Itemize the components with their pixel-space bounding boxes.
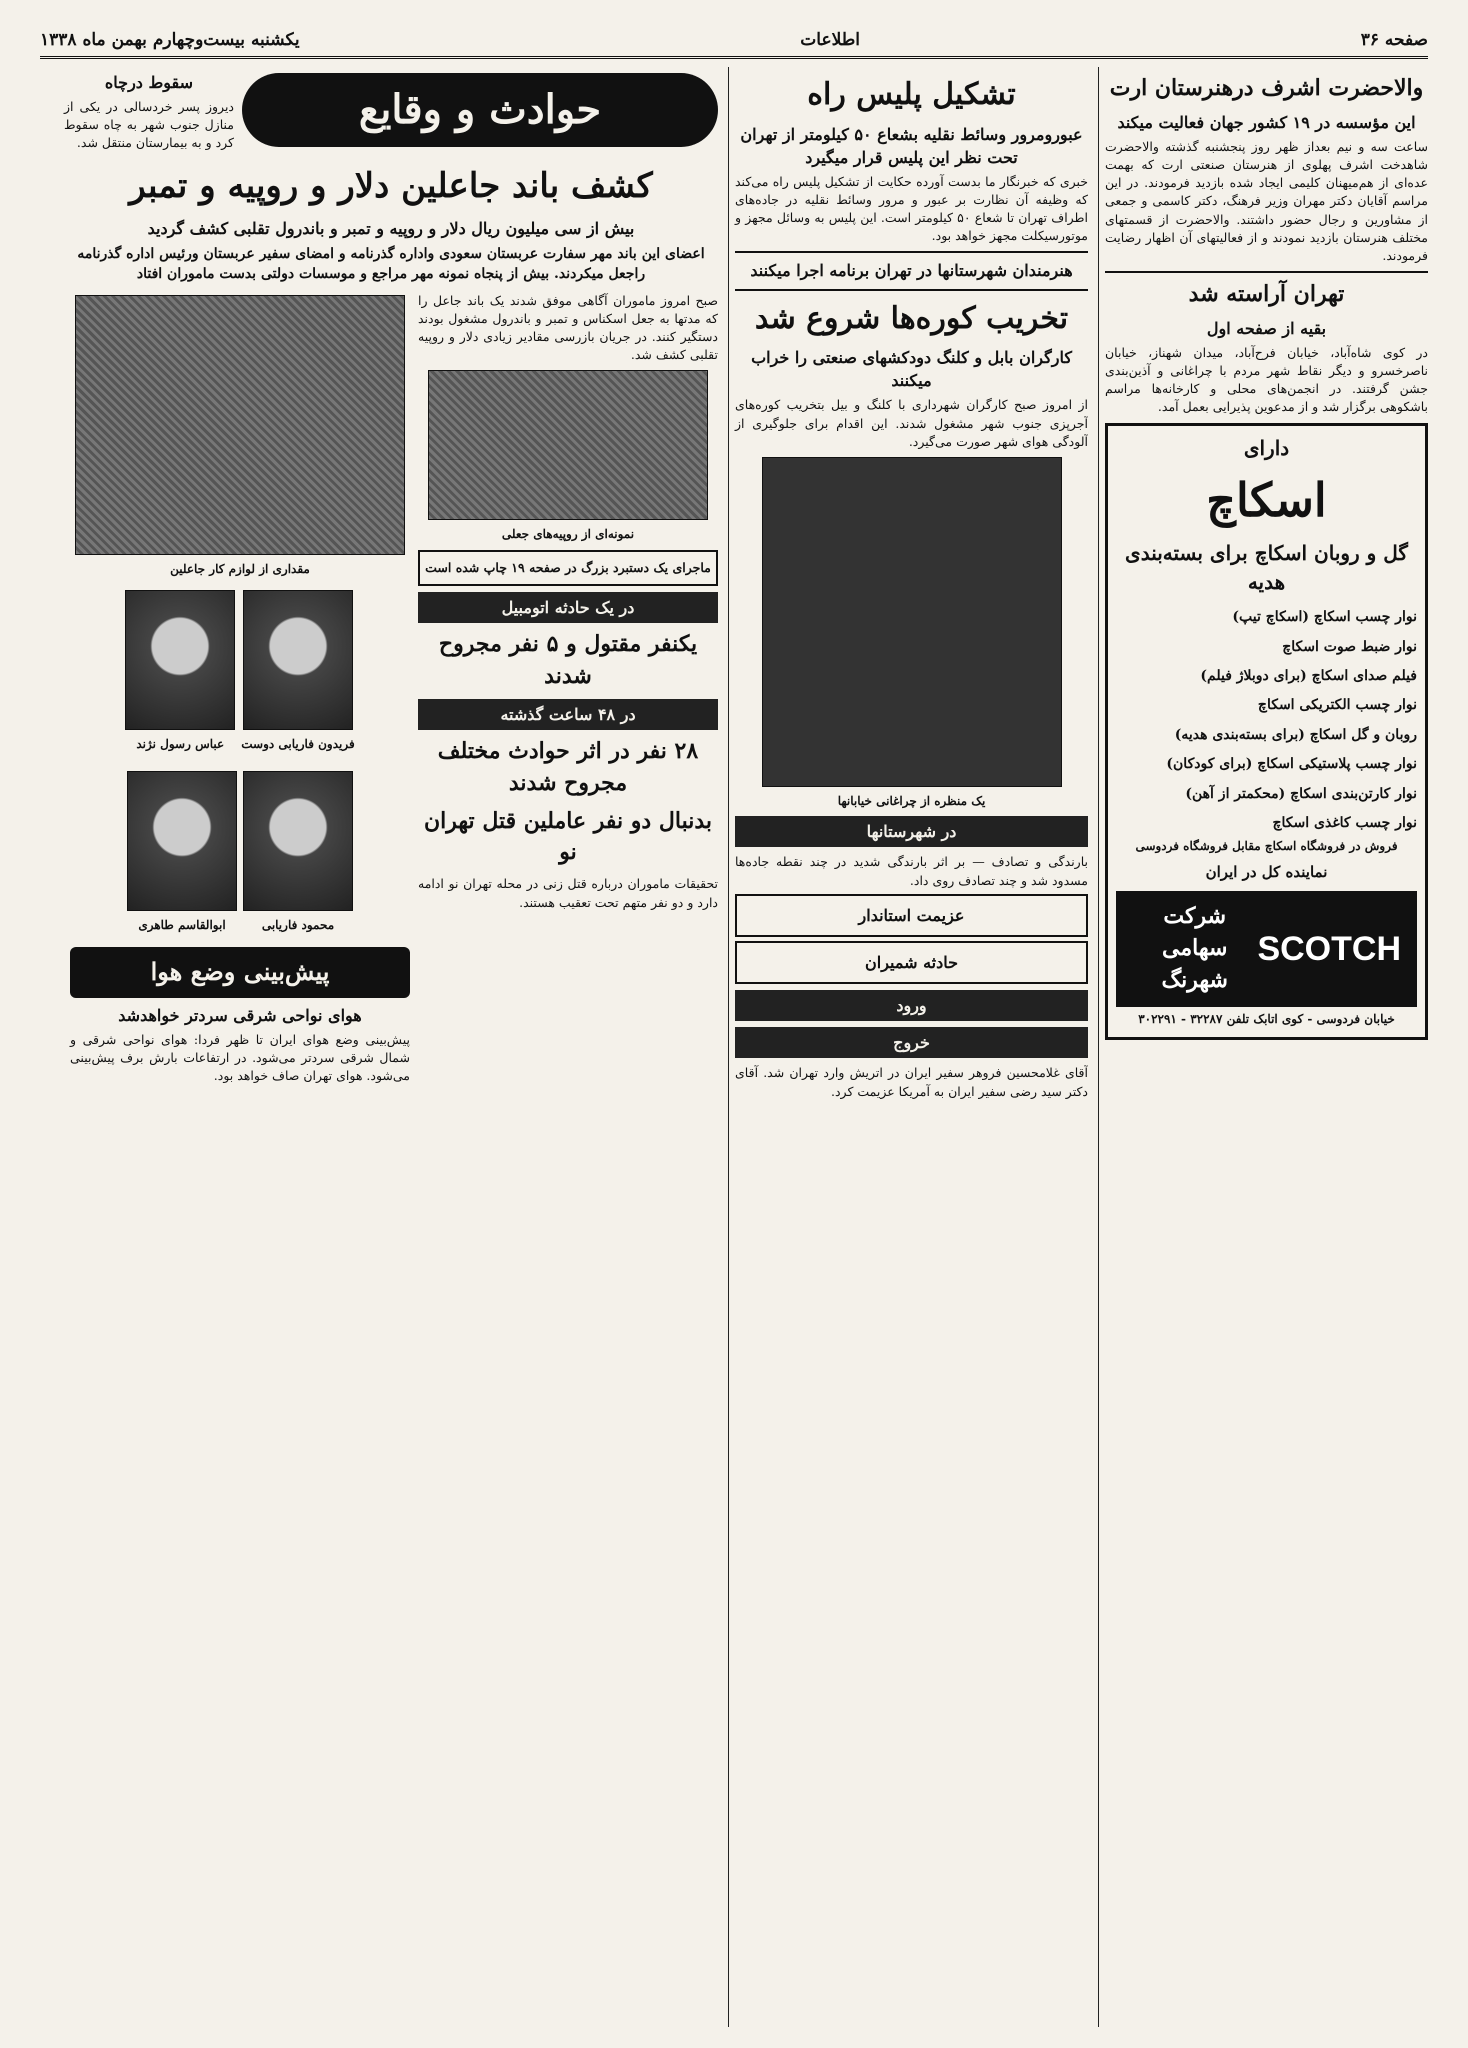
photo-caption: یک منظره از چراغانی خیابانها — [837, 793, 986, 808]
article-title: تخریب کوره‌ها شروع شد — [754, 300, 1069, 336]
section-label: در ۴۸ ساعت گذشته — [418, 699, 718, 730]
sub-headline: بیش از سی میلیون ریال دلار و روپیه و تمبر و باندرول تقلبی کشف گردید — [147, 218, 635, 238]
weather-banner: پیش‌بینی وضع هوا — [70, 947, 410, 998]
portrait — [241, 584, 354, 759]
article-title: تشکیل پلیس راه — [807, 77, 1016, 112]
portrait-caption: ابوالقاسم طاهری — [138, 918, 226, 933]
portrait-caption: محمود فاریابی — [261, 918, 335, 933]
street-lights-photo — [762, 457, 1062, 787]
ad-brand: اسکاچ — [1206, 472, 1327, 527]
news-brief-box — [735, 894, 1088, 937]
events-banner: حوادث و وقایع — [242, 73, 718, 147]
article-title: والاحضرت اشرف درهنرستان ارت — [1109, 75, 1424, 101]
column-left — [58, 67, 718, 2027]
portrait — [243, 765, 353, 940]
article-body: از امروز صبح کارگران شهرداری با کلنگ و بیل بتخریب کوره‌های آجرپزی جنوب شهر مشغول شدند. این اقدام برای جلوگیری از آلودگی هوای شهر صورت می‌گیرد. — [735, 397, 1088, 449]
arrivals-label: ورود — [735, 990, 1088, 1021]
article-subtitle: این مؤسسه در ۱۹ کشور جهان فعالیت میکند — [1117, 112, 1416, 132]
headline: کشف باند جاعلین دلار و روپیه و تمبر — [129, 165, 653, 206]
top-row — [64, 67, 718, 156]
weather-title: هوای نواحی شرقی سردتر خواهدشد — [118, 1005, 362, 1025]
page-number: صفحه ۳۶ — [1360, 30, 1428, 50]
article-body: تحقیقات ماموران درباره قتل زنی در محله تهران نو ادامه دارد و دو نفر متهم تحت تعقیب هستند. — [418, 876, 718, 910]
section-label: در یک حادثه اتومبیل — [418, 592, 718, 623]
ad-item: نوار ضبط صوت اسکاچ — [1282, 638, 1417, 655]
weather-body: پیش‌بینی وضع هوای ایران تا ظهر فردا: هوای نواحی شرقی و شمال شرقی سردتر می‌شود. در ارتفاعات بارش برف پیش‌بینی می‌شود. هوای تهران صاف خواهد بود. — [70, 1031, 410, 1084]
portrait-photo — [243, 771, 353, 911]
article-body: خبری که خبرنگار ما بدست آورده حکایت از تشکیل پلیس راه می‌کند که وظیفه آن نظارت بر عبور و مرور وسائط نقلیه در جاده‌های اطراف تهران تا شعاع ۵۰ کیلومتر است. این پلیس به وسائل مجهز و موتورسیکلت مجهز خواهد بود. — [735, 173, 1088, 244]
ad-item: روبان و گل اسکاچ (برای بسته‌بندی هدیه) — [1174, 726, 1417, 743]
columns — [40, 67, 1428, 2027]
article-body: آقای غلامحسین فروهر سفیر ایران در اتریش وارد تهران شد. آقای دکتر سید رضی سفیر ایران به آمریکا عزیمت کرد. — [735, 1065, 1088, 1099]
article-body: صبح امروز ماموران آگاهی موفق شدند یک باند جاعل را که مدتها به جعل اسکناس و تمبر و باندرول مشغول بودند دستگیر کنند. در جریان بازرسی مقادیر زیادی دلار و روپیه تقلبی کشف شد. — [418, 292, 718, 363]
portrait — [127, 765, 237, 940]
ad-agent: نماینده کل در ایران — [1205, 862, 1328, 881]
events-banner-wrap — [242, 67, 718, 156]
forgery-tools-photo — [75, 295, 405, 555]
article-title: تهران آراسته شد — [1188, 280, 1345, 307]
portrait-photo — [125, 590, 235, 730]
column-right — [1098, 67, 1428, 2027]
ad-product-list — [1116, 603, 1417, 838]
ad-item: نوار کارتن‌بندی اسکاچ (محکمتر از آهن) — [1185, 785, 1417, 802]
portrait — [125, 584, 235, 759]
scotch-logo-bar — [1116, 891, 1417, 1007]
article-subtitle: کارگران بابل و کلنگ دودکشهای صنعتی را خراب میکنند — [751, 348, 1072, 391]
advertisement — [1105, 423, 1428, 1040]
ad-address: خیابان فردوسی - کوی اتابک تلفن ۳۲۲۸۷ - ۳۰۲۲۹۱ — [1138, 1012, 1395, 1027]
brief-top — [64, 67, 234, 156]
portrait-photo — [127, 771, 237, 911]
photo-caption: نمونه‌ای از روپیه‌های جعلی — [501, 527, 635, 542]
divider — [735, 289, 1088, 291]
column-middle — [728, 67, 1088, 2027]
ad-item: نوار چسب کاغذی اسکاچ — [1272, 814, 1417, 831]
fake-note-photo — [428, 370, 708, 520]
article-subtitle: بقیه از صفحه اول — [1206, 318, 1327, 338]
brief-title: حادثه شمیران — [865, 952, 958, 972]
portrait-caption: فریدون فاریابی دوست — [241, 737, 355, 752]
article-title: یکنفر مقتول و ۵ نفر مجروح شدند — [438, 630, 698, 689]
portrait-photo — [243, 590, 353, 730]
article-body: ساعت سه و نیم بعداز ظهر روز پنجشنبه گذشته والاحضرت شاهدخت اشرف پهلوی از هنرستان صنعتی ارت که بهمت عده‌ای از هم‌میهنان کلیمی ایجاد شده بازدید فرمودند. در این مراسم آقایان دکتر مهران وزیر فرهنگ، دکتر کاسمی و جمعی از مشاورین و رجال حضور داشتند. والاحضرت از قسمتهای مختلف هنرستان بازدید نمودند و از فعالیتهای آن اظهار رضایت فرمودند. — [1105, 139, 1428, 263]
portraits — [70, 584, 410, 941]
portrait-caption: عباس رسول نژند — [136, 737, 225, 752]
departures-label: خروج — [735, 1027, 1088, 1058]
photo-caption: مقداری از لوازم کار جاعلین — [170, 561, 310, 576]
story-body — [64, 289, 718, 1089]
ad-item: نوار چسب اسکاچ (اسکاچ تیپ) — [1232, 609, 1417, 626]
notice-text: ماجرای یک دستبرد بزرگ در صفحه ۱۹ چاپ شده است — [425, 559, 711, 575]
company-name: شرکت سهامی شهرنگ — [1161, 903, 1228, 994]
article-subtitle: عبورومرور وسائط نقلیه بشعاع ۵۰ کیلومتر از تهران تحت نظر این پلیس قرار میگیرد — [740, 124, 1083, 167]
ad-item: فیلم صدای اسکاچ (برای دوبلاژ فیلم) — [1200, 668, 1417, 684]
ad-item: نوار چسب پلاستیکی اسکاچ (برای کودکان) — [1166, 756, 1417, 773]
divider — [735, 251, 1088, 253]
ad-item: نوار چسب الکتریکی اسکاچ — [1257, 697, 1417, 714]
issue-date: یکشنبه بیست‌وچهارم بهمن ماه ۱۳۳۸ — [40, 30, 300, 50]
article-title: ۲۸ نفر در اثر حوادث مختلف مجروح شدند — [437, 737, 699, 796]
section-label: در شهرستانها — [735, 816, 1088, 847]
photos-col — [70, 289, 410, 1089]
ad-store: فروش در فروشگاه اسکاچ مقابل فروشگاه فردوسی — [1135, 839, 1398, 854]
article-body: در کوی شاه‌آباد، خیابان فرح‌آباد، میدان شهناز، خیابان ناصرخسرو و دیگر نقاط شهر مردم با چراغانی و آذین‌بندی جشن گرفتند. در انجمن‌های محلی و کارخانه‌ها مراسم باشکوهی برگزار شد و از مدعوین پذیرایی بعمل آمد. — [1105, 345, 1428, 415]
article-body: دیروز پسر خردسالی در یکی از منازل جنوب شهر به چاه سقوط کرد و به بیمارستان منتقل شد. — [64, 99, 234, 151]
notice-box — [418, 550, 718, 586]
article-title: سقوط درچاه — [104, 73, 194, 92]
story-text-col — [418, 289, 718, 1089]
paper-name: اطلاعات — [800, 30, 861, 50]
divider — [1105, 271, 1428, 273]
article-body: بارندگی و تصادف — بر اثر بارندگی شدید در چند نقطه جاده‌ها مسدود شد و چند تصادف روی داد. — [735, 854, 1088, 888]
sub-headline-2: اعضای این باند مهر سفارت عربستان سعودی واداره گذرنامه و امضای سفیر عربستان ورئیس اداره گذرنامه راجعل میکردند. بیش از پنجاه نمونه مهر مراجع و موسسات دولتی بدست ماموران افتاد — [77, 246, 705, 283]
scotch-brand: SCOTCH — [1257, 929, 1401, 968]
article-title: هنرمندان شهرستانها در تهران برنامه اجرا میکنند — [750, 261, 1073, 281]
brief-title: عزیمت استاندار — [858, 905, 965, 925]
news-brief-box — [735, 941, 1088, 984]
ad-slogan: گل و روبان اسکاچ برای بسته‌بندی هدیه — [1125, 541, 1408, 595]
ad-heading: دارای — [1243, 435, 1290, 460]
page-header — [40, 30, 1428, 59]
article-title: بدنبال دو نفر عاملین قتل تهران نو — [424, 807, 712, 866]
